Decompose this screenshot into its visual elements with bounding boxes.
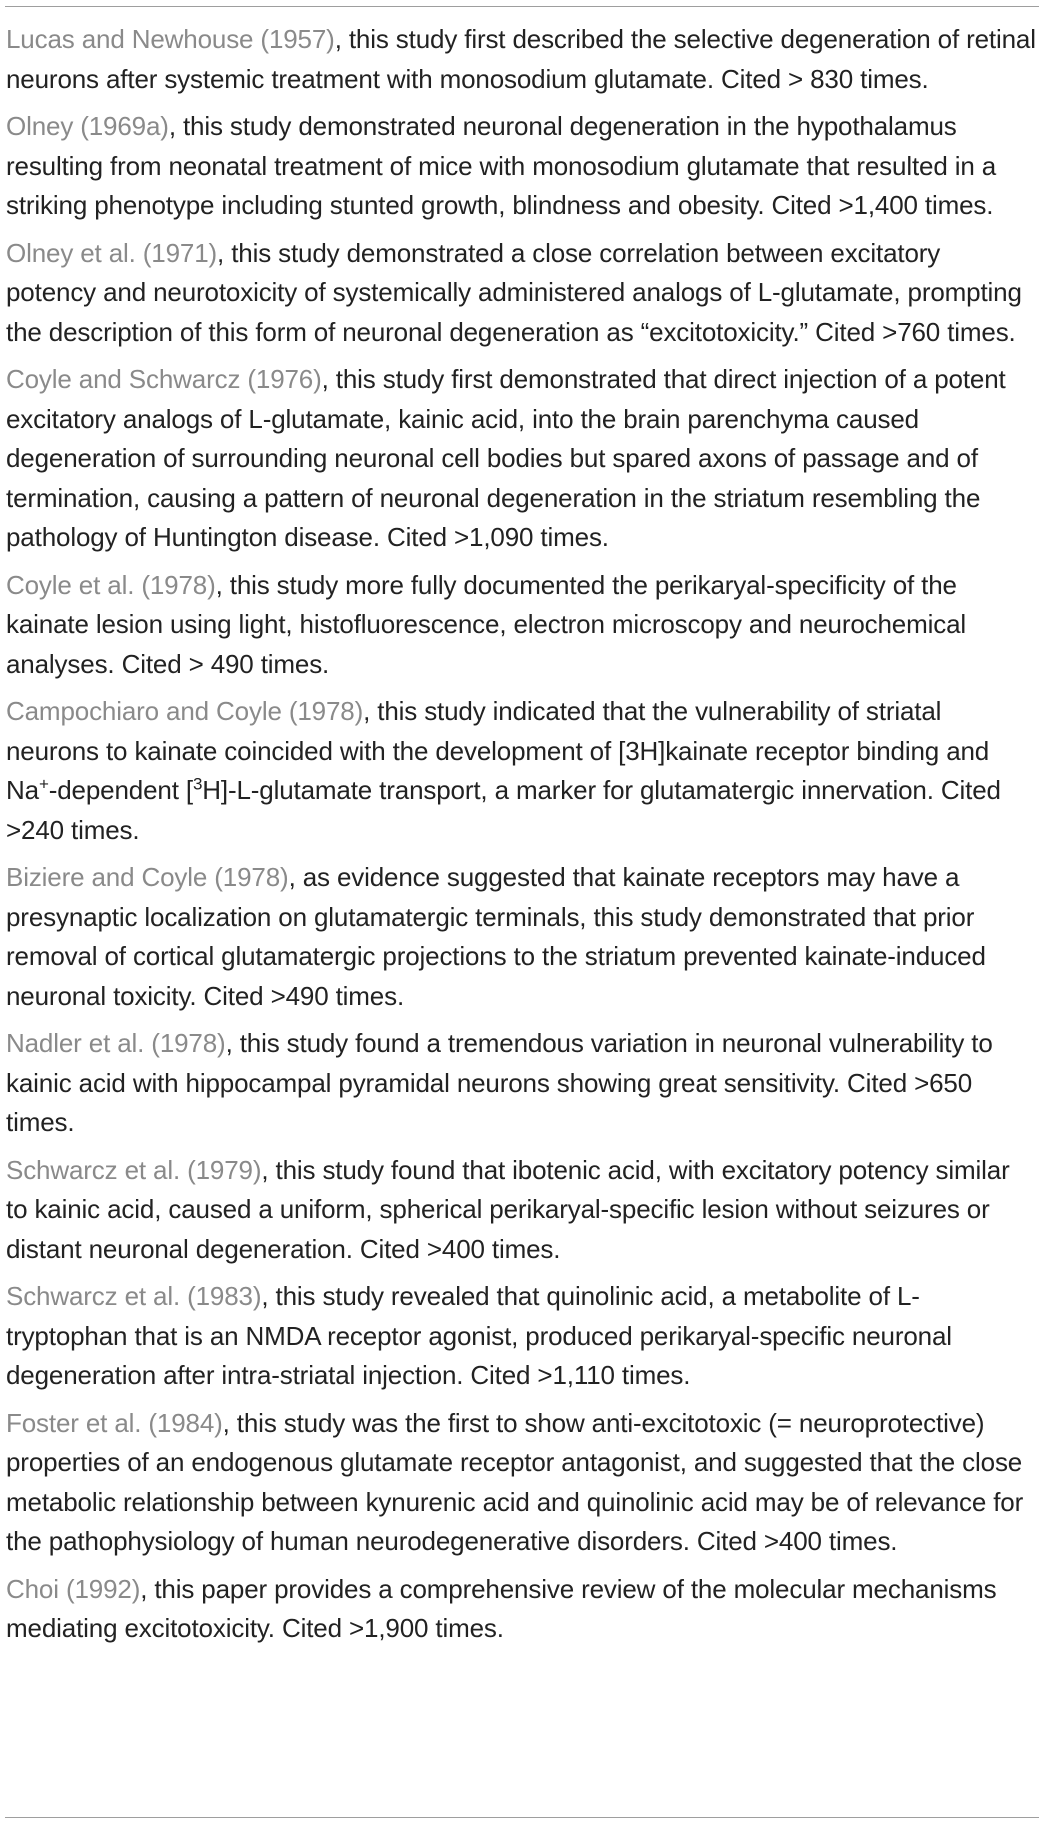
citation-text: , this study revealed that quinolinic acid, a metabolite of L-tryptophan that is an NMDA receptor agonist, produced perikaryal-specific neuronal degeneration after intra-striatal injection. Cited >1,110 times. xyxy=(6,1281,952,1390)
citation-entry-lucas-1957 xyxy=(6,20,1036,99)
citation-text: , this study found a tremendous variation in neuronal vulnerability to kainic acid with hippocampal pyramidal neurons showing great sensitivity. Cited >650 times. xyxy=(6,1028,993,1137)
citation-link[interactable]: Coyle and Schwarcz (1976) xyxy=(6,364,322,394)
citation-link[interactable]: Schwarcz et al. (1983) xyxy=(6,1281,262,1311)
citation-entry-coyle-1978 xyxy=(6,566,1036,685)
citation-entry-olney-1971 xyxy=(6,234,1036,353)
citation-entry-coyle-schwarcz-1976 xyxy=(6,360,1036,558)
citation-link[interactable]: Olney et al. (1971) xyxy=(6,237,218,268)
citation-text: , this study demonstrated a close correlation between excitatory potency and neurotoxicity of systemically administered analogs of L-glutamate, prompting the description of this form of neuronal degeneration as “excitotoxicity.” Cited >760 times. xyxy=(6,237,1022,347)
citation-text: , as evidence suggested that kainate receptors may have a presynaptic localization on glutamatergic terminals, this study demonstrated that prior removal of cortical glutamatergic projections to the striatum prevented kainate-induced neuronal toxicity. Cited >490 times. xyxy=(6,862,986,1011)
citation-link[interactable]: Nadler et al. (1978) xyxy=(6,1028,226,1058)
citation-text: , this study demonstrated neuronal degeneration in the hypothalamus resulting from neonatal treatment of mice with monosodium glutamate that resulted in a striking phenotype including stunted growth, blindness and obesity. Cited >1,400 times. xyxy=(6,111,997,220)
citation-entry-biziere-coyle-1978 xyxy=(6,858,1036,1016)
citation-entry-nadler-1978 xyxy=(6,1024,1036,1143)
citation-link[interactable]: Choi (1992) xyxy=(6,1573,141,1604)
citation-link[interactable]: Schwarcz et al. (1979) xyxy=(6,1154,262,1185)
citation-text: , this study indicated that the vulnerability of striatal neurons to kainate coincided with the development of [3H]kainate receptor binding and Na xyxy=(6,696,990,805)
superscript-three: 3 xyxy=(192,774,203,794)
citation-list xyxy=(6,20,1036,1657)
citation-text: , this study was the first to show anti-excitotoxic (= neuroprotective) properties of an endogenous glutamate receptor antagonist, and suggested that the close metabolic relationship between kynurenic acid and quinolinic acid may be of relevance for the pathophysiology of human neurodegenerative disorders. Cited >400 times. xyxy=(6,1407,1024,1556)
citation-link[interactable]: Coyle et al. (1978) xyxy=(6,569,216,600)
citation-text: , this paper provides a comprehensive review of the molecular mechanisms mediating excitotoxicity. Cited >1,900 times. xyxy=(6,1573,997,1643)
citation-entry-schwarcz-1983 xyxy=(6,1277,1036,1396)
citation-entry-campochiaro-coyle-1978 xyxy=(6,692,1036,850)
citation-text: , this study more fully documented the perikaryal-specificity of the kainate lesion using light, histofluorescence, electron microscopy and neurochemical analyses. Cited > 490 times. xyxy=(6,569,967,679)
citation-entry-foster-1984 xyxy=(6,1404,1036,1562)
superscript-plus: + xyxy=(38,774,49,794)
top-rule xyxy=(5,6,1039,7)
citation-text: , this study first demonstrated that direct injection of a potent excitatory analogs of L-glutamate, kainic acid, into the brain parenchyma caused degeneration of surrounding neuronal cell bodies but spared axons of passage and of termination, causing a pattern of neuronal degeneration in the striatum resembling the pathology of Huntington disease. Cited >1,090 times. xyxy=(6,364,1006,552)
citation-link[interactable]: Foster et al. (1984) xyxy=(6,1407,223,1438)
citation-text: , this study found that ibotenic acid, with excitatory potency similar to kainic acid, caused a uniform, spherical perikaryal-specific lesion without seizures or distant neuronal degeneration. Cited >400 times. xyxy=(6,1154,1010,1264)
citation-link[interactable]: Lucas and Newhouse (1957) xyxy=(6,24,335,54)
citation-text: H]-L-glutamate transport, a marker for glutamatergic innervation. Cited >240 times. xyxy=(6,775,1001,845)
citation-text: , this study first described the selective degeneration of retinal neurons after systemic treatment with monosodium glutamate. Cited > 830 times. xyxy=(6,24,1036,94)
citation-link[interactable]: Olney (1969a) xyxy=(6,111,169,141)
citation-link[interactable]: Biziere and Coyle (1978) xyxy=(6,862,289,892)
citation-link[interactable]: Campochiaro and Coyle (1978) xyxy=(6,696,364,726)
citation-entry-schwarcz-1979 xyxy=(6,1151,1036,1270)
citation-text: -dependent [ xyxy=(48,775,193,805)
bottom-rule xyxy=(5,1817,1039,1818)
citation-entry-choi-1992 xyxy=(6,1570,1036,1649)
citation-entry-olney-1969a xyxy=(6,107,1036,226)
